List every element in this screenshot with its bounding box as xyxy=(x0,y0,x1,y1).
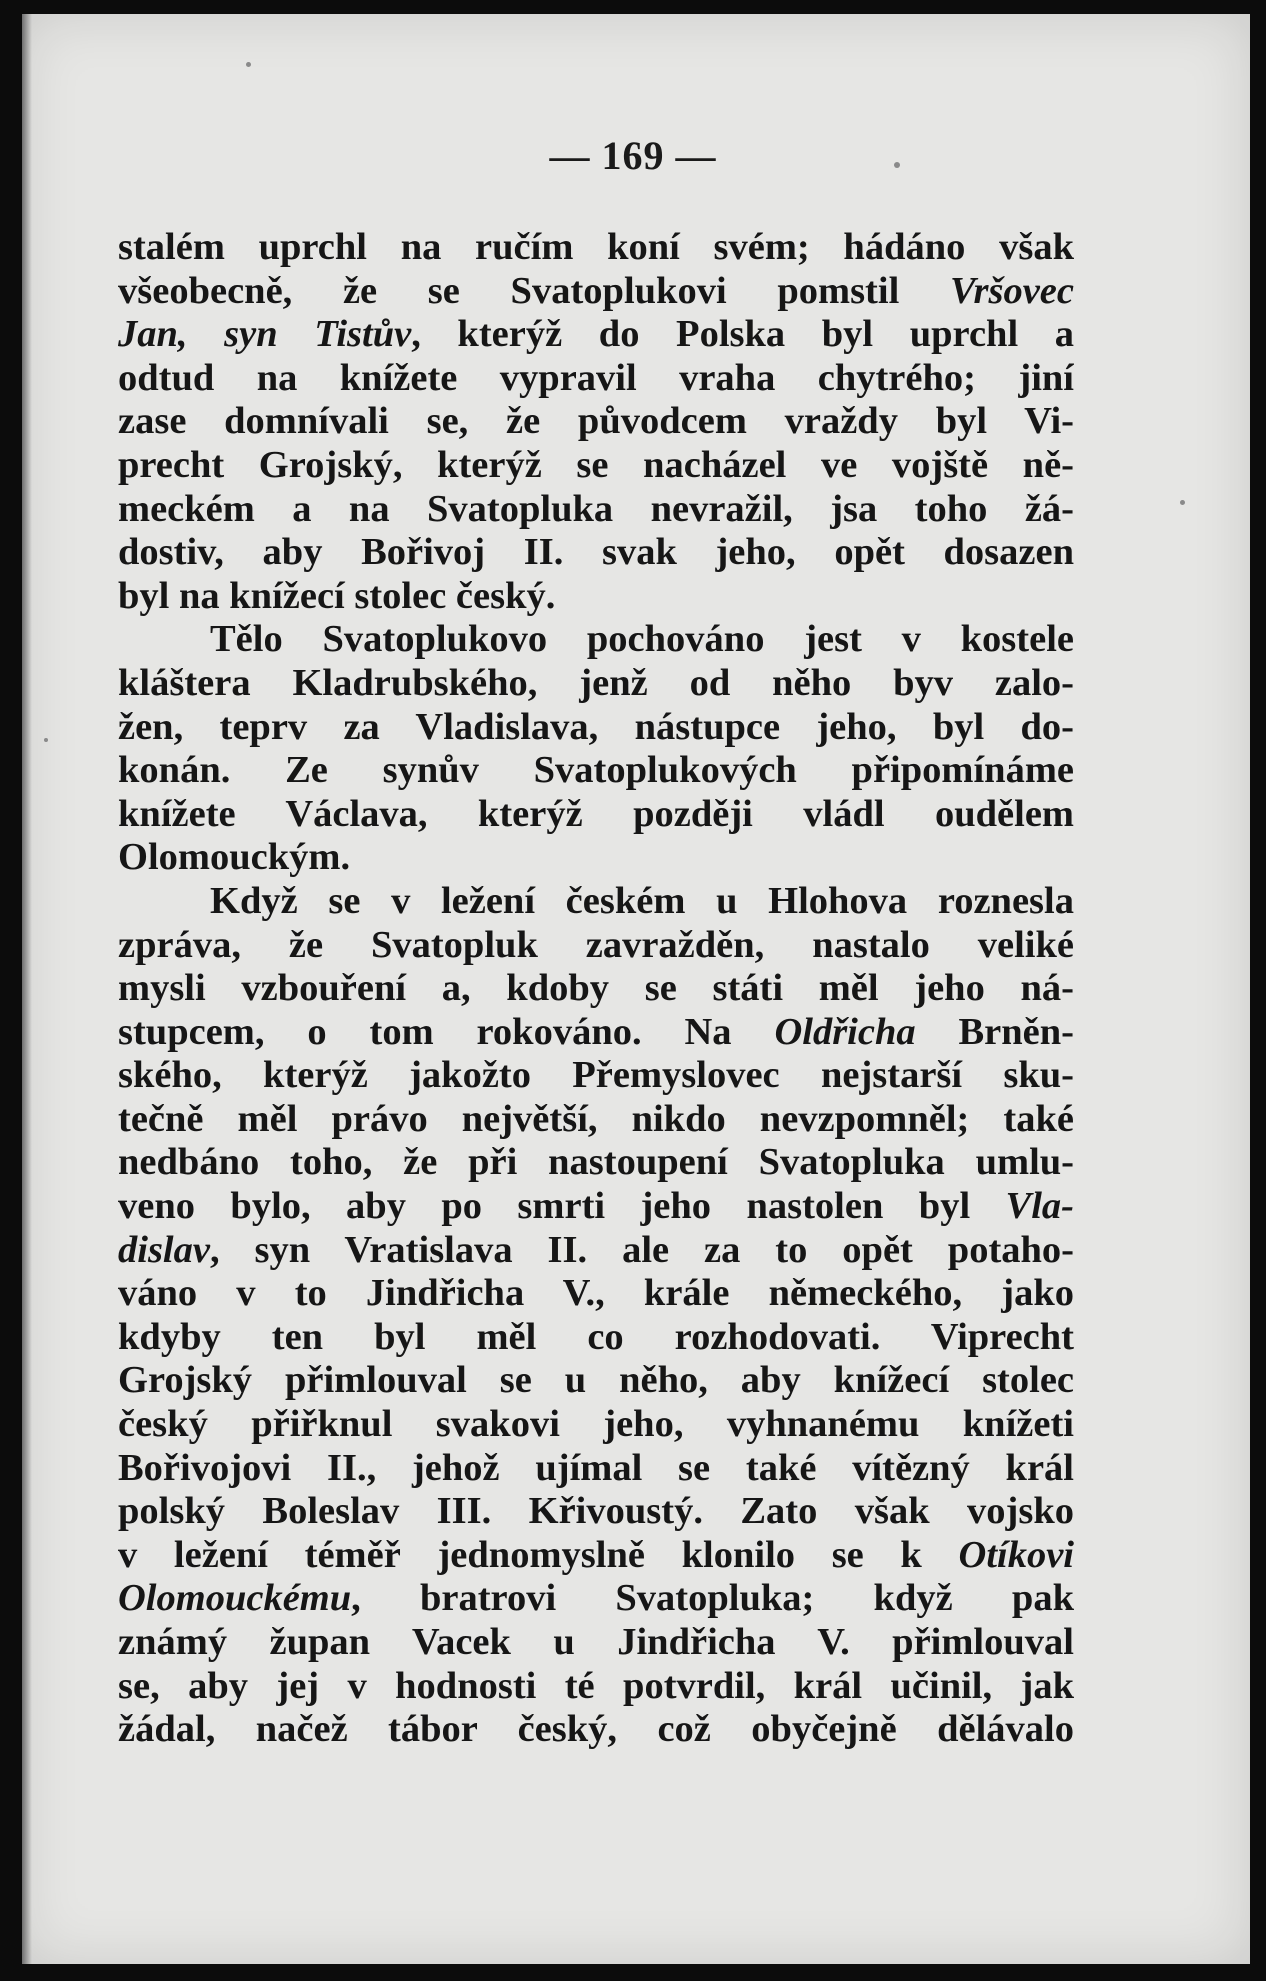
text-line xyxy=(118,1229,1074,1273)
text-line xyxy=(118,662,1074,706)
text-segment: mysli vzbouření a, kdoby se státi měl jeho ná- xyxy=(118,967,1074,1010)
paper-speck xyxy=(1180,500,1185,505)
text-line xyxy=(118,1447,1074,1491)
text-segment: , kterýž do Polska byl uprchl a xyxy=(411,313,1074,356)
text-line xyxy=(118,1665,1074,1709)
text-line xyxy=(118,924,1074,968)
text-line xyxy=(118,1098,1074,1142)
text-segment: v ležení téměř jednomyslně klonilo se k xyxy=(118,1533,959,1576)
italic-name: Vršovec xyxy=(949,269,1074,312)
text-segment: polský Boleslav III. Křivoustý. Zato však vojsko xyxy=(118,1490,1074,1533)
text-line xyxy=(118,1054,1074,1098)
text-segment: váno v to Jindřicha V., krále německého, jako xyxy=(118,1272,1074,1315)
text-segment: známý župan Vacek u Jindřicha V. přimlouval xyxy=(118,1621,1074,1663)
italic-name: Oldřicha xyxy=(774,1010,916,1053)
text-segment: žádal, načež tábor český, což obyčejně dělávalo xyxy=(118,1708,1074,1751)
page-number: — 169 — xyxy=(549,133,717,178)
italic-name: Olomouckému xyxy=(118,1577,352,1620)
text-segment: nedbáno toho, že při nastoupení Svatopluka umlu- xyxy=(118,1141,1074,1184)
text-line xyxy=(118,357,1074,401)
text-segment: Když se v ležení českém u Hlohova roznesla xyxy=(210,879,1074,922)
text-line xyxy=(118,1534,1074,1578)
text-segment: Bořivojovi II., jehož ujímal se také vítězný král xyxy=(118,1446,1074,1489)
text-segment: stalém uprchl na ručím koní svém; hádáno však xyxy=(118,226,1074,268)
text-segment: zase domnívali se, že původcem vraždy byl Vi- xyxy=(118,400,1074,443)
text-segment: ského, kterýž jakožto Přemyslovec nejstarší sku- xyxy=(118,1054,1074,1097)
paper-speck xyxy=(44,738,48,742)
text-line xyxy=(118,1621,1074,1665)
text-line xyxy=(118,1577,1074,1621)
text-line xyxy=(118,226,1074,270)
text-segment: všeobecně, že se Svatoplukovi pomstil xyxy=(118,269,950,312)
text-line xyxy=(118,575,1074,619)
text-line xyxy=(118,1316,1074,1360)
text-segment: zpráva, že Svatopluk zavražděn, nastalo veliké xyxy=(118,923,1074,966)
text-line xyxy=(118,1185,1074,1229)
text-segment: byl na knížecí stolec český. xyxy=(118,574,556,617)
text-segment: stupcem, o tom rokováno. Na xyxy=(118,1010,775,1053)
italic-name: dislav xyxy=(118,1228,210,1271)
text-segment: žen, teprv za Vladislava, nástupce jeho, byl do- xyxy=(118,705,1074,748)
text-line xyxy=(118,1272,1074,1316)
text-segment: konán. Ze synův Svatoplukových připomínáme xyxy=(118,749,1074,792)
text-segment: knížete Václava, kterýž později vládl oudělem xyxy=(118,792,1074,835)
text-line xyxy=(118,793,1074,837)
text-line xyxy=(118,1403,1074,1447)
text-segment: dostiv, aby Bořivoj II. svak jeho, opět dosazen xyxy=(118,531,1074,574)
text-line xyxy=(118,1359,1074,1403)
text-segment: Olomouckým. xyxy=(118,836,351,879)
text-segment: Grojský přimlouval se u něho, aby knížecí stolec xyxy=(118,1359,1074,1402)
text-segment: meckém a na Svatopluka nevražil, jsa toho žá- xyxy=(118,487,1074,530)
text-line xyxy=(118,488,1074,532)
text-segment: kdyby ten byl měl co rozhodovati. Viprecht xyxy=(118,1315,1074,1358)
text-line xyxy=(118,706,1074,750)
italic-name: Jan, syn Tistův xyxy=(118,313,412,356)
text-line xyxy=(118,1708,1074,1752)
text-segment: Tělo Svatoplukovo pochováno jest v kostele xyxy=(210,618,1074,661)
text-segment: , bratrovi Svatopluka; když pak xyxy=(351,1577,1074,1620)
text-segment: kláštera Kladrubského, jenž od něho byv zalo- xyxy=(118,661,1074,704)
page-spine-shadow xyxy=(22,14,32,1964)
text-line xyxy=(118,967,1074,1011)
text-segment: Brněn- xyxy=(915,1010,1074,1053)
text-segment: veno bylo, aby po smrti jeho nastolen byl xyxy=(118,1185,1006,1228)
italic-name: Vla- xyxy=(1005,1185,1074,1228)
text-line xyxy=(118,618,1074,662)
italic-name: Otíkovi xyxy=(958,1533,1074,1576)
text-line xyxy=(118,400,1074,444)
text-line xyxy=(118,1011,1074,1055)
text-line xyxy=(118,749,1074,793)
text-line xyxy=(118,444,1074,488)
text-line xyxy=(118,880,1074,924)
text-segment: český přiřknul svakovi jeho, vyhnanému knížeti xyxy=(118,1403,1074,1446)
text-segment: se, aby jej v hodnosti té potvrdil, král učinil, jak xyxy=(118,1664,1074,1707)
text-line xyxy=(118,1141,1074,1185)
text-segment: odtud na knížete vypravil vraha chytrého; jiní xyxy=(118,356,1074,399)
text-line xyxy=(118,313,1074,357)
paper-speck xyxy=(246,62,251,67)
text-line xyxy=(118,1490,1074,1534)
text-line xyxy=(118,531,1074,575)
text-segment: tečně měl právo největší, nikdo nevzpomněl; také xyxy=(118,1097,1074,1140)
text-segment: , syn Vratislava II. ale za to opět potaho- xyxy=(209,1228,1074,1271)
body-text xyxy=(118,226,1074,1752)
text-line xyxy=(118,836,1074,880)
text-line xyxy=(118,270,1074,314)
text-segment: precht Grojský, kterýž se nacházel ve vojště ně- xyxy=(118,443,1074,486)
